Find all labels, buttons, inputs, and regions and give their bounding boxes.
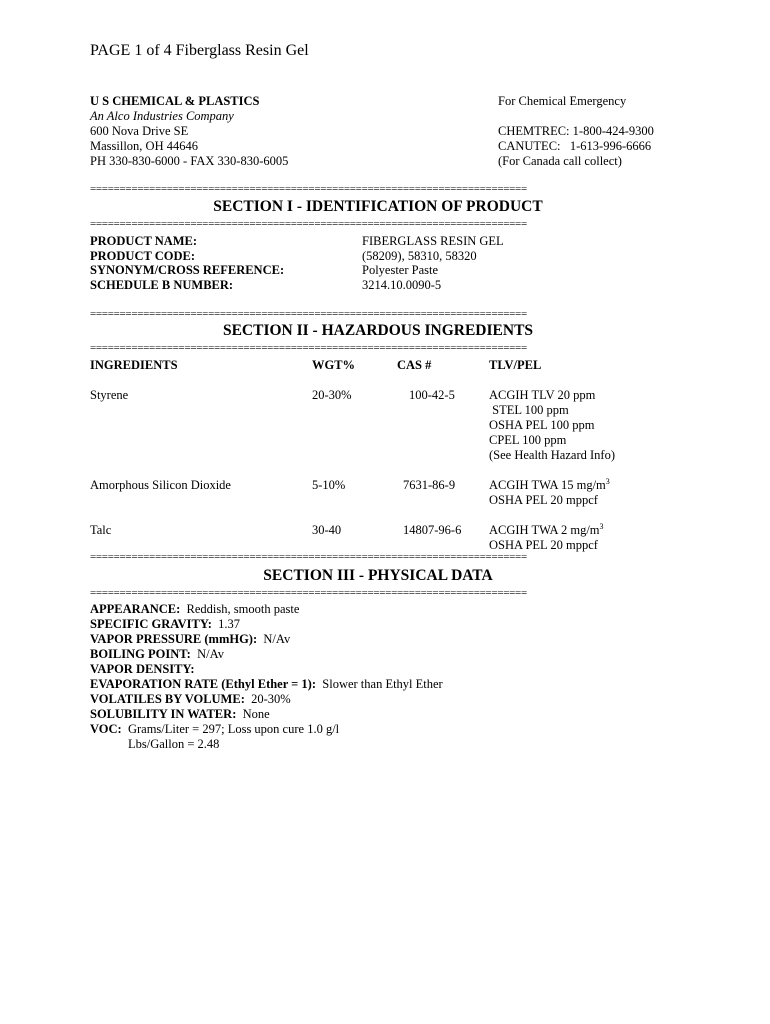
separator-line: ========================================================================== — [90, 183, 527, 195]
ingredient-tlv-line: ACGIH TLV 20 ppm — [489, 388, 596, 402]
separator-line: ========================================================================== — [90, 218, 527, 230]
ingredient-wgt: 30-40 — [312, 523, 342, 537]
ingredient-tlv-line — [489, 478, 610, 493]
ingredient-cas: 14807-96-6 — [403, 523, 462, 537]
product-code-value: (58209), 58310, 58320 — [362, 249, 477, 263]
company-phone-fax: PH 330-830-6000 - FAX 330-830-6005 — [90, 154, 289, 168]
product-name-label: PRODUCT NAME: — [90, 234, 198, 248]
section1-title: SECTION I - IDENTIFICATION OF PRODUCT — [213, 198, 543, 215]
synonym-label: SYNONYM/CROSS REFERENCE: — [90, 263, 285, 277]
physical-data-row: VOLATILES BY VOLUME: 20-30% — [90, 692, 291, 706]
ingredient-cas: 7631-86-9 — [403, 478, 456, 492]
company-name: U S CHEMICAL & PLASTICS — [90, 94, 260, 108]
page-header: PAGE 1 of 4 Fiberglass Resin Gel — [90, 42, 309, 59]
emergency-note: (For Canada call collect) — [498, 154, 622, 168]
tlv-text: ACGIH TWA 2 mg/m — [489, 523, 600, 537]
emergency-chemtrec: CHEMTREC: 1-800-424-9300 — [498, 124, 654, 138]
physical-data-row: SPECIFIC GRAVITY: 1.37 — [90, 617, 241, 631]
section2-title: SECTION II - HAZARDOUS INGREDIENTS — [222, 322, 534, 339]
physical-data-row: BOILING POINT: N/Av — [90, 647, 224, 661]
ingredient-tlv-line: OSHA PEL 100 ppm — [489, 418, 595, 432]
company-address-line2: Massillon, OH 44646 — [90, 139, 198, 153]
physical-data-row: VOC: Grams/Liter = 297; Loss upon cure 1.0 g/l — [90, 722, 340, 736]
emergency-heading: For Chemical Emergency — [498, 94, 627, 108]
physical-data-row — [90, 662, 195, 677]
physical-data-label: VOC — [90, 722, 118, 736]
ingredient-tlv-line — [489, 523, 604, 538]
company-subtitle: An Alco Industries Company — [90, 109, 234, 123]
ingredient-tlv-line: OSHA PEL 20 mppcf — [489, 493, 598, 507]
schedule-b-label: SCHEDULE B NUMBER: — [90, 278, 234, 292]
ingredient-cas: 100-42-5 — [409, 388, 455, 402]
physical-data-label: APPEARANCE — [90, 602, 177, 616]
ingredient-name: Styrene — [90, 388, 129, 402]
product-name-value: FIBERGLASS RESIN GEL — [362, 234, 504, 248]
physical-data-value: Slower than Ethyl Ether — [322, 677, 443, 691]
physical-data-label: VAPOR DENSITY: — [90, 662, 195, 676]
ingredient-name: Talc — [90, 523, 112, 537]
physical-data-row: VAPOR PRESSURE (mmHG): N/Av — [90, 632, 291, 646]
ingredient-tlv-line: OSHA PEL 20 mppcf — [489, 538, 598, 552]
ingredient-tlv-line: (See Health Hazard Info) — [489, 448, 615, 462]
physical-data-value: N/Av — [197, 647, 224, 661]
col-header-tlv: TLV/PEL — [489, 358, 542, 372]
emergency-canutec: CANUTEC: 1-613-996-6666 — [498, 139, 652, 153]
ingredient-tlv-line: CPEL 100 ppm — [489, 433, 567, 447]
ingredient-wgt: 5-10% — [312, 478, 346, 492]
physical-data-value: Reddish, smooth paste — [186, 602, 300, 616]
product-code-label: PRODUCT CODE: — [90, 249, 195, 263]
superscript: 3 — [599, 521, 604, 531]
col-header-ingredients: INGREDIENTS — [90, 358, 178, 372]
separator-line: ========================================================================== — [90, 308, 527, 320]
separator-line: ========================================================================== — [90, 551, 527, 563]
synonym-value: Polyester Paste — [362, 263, 439, 277]
physical-data-value: None — [242, 707, 270, 721]
physical-data-label: SOLUBILITY IN WATER — [90, 707, 233, 721]
physical-data-label: VAPOR PRESSURE (mmHG) — [90, 632, 253, 646]
schedule-b-value: 3214.10.0090-5 — [362, 278, 442, 292]
tlv-text: ACGIH TWA 15 mg/m — [489, 478, 606, 492]
company-address-line1: 600 Nova Drive SE — [90, 124, 189, 138]
physical-data-row: APPEARANCE: Reddish, smooth paste — [90, 602, 300, 616]
physical-data-value: 1.37 — [218, 617, 241, 631]
ingredient-tlv-line: STEL 100 ppm — [489, 403, 569, 417]
physical-data-value: Grams/Liter = 297; Loss upon cure 1.0 g/l — [127, 722, 340, 736]
col-header-cas: CAS # — [397, 358, 432, 372]
col-header-wgt: WGT% — [312, 358, 356, 372]
ingredient-wgt: 20-30% — [312, 388, 352, 402]
physical-data-label: VOLATILES BY VOLUME — [90, 692, 241, 706]
physical-data-label: BOILING POINT — [90, 647, 187, 661]
section3-title: SECTION III - PHYSICAL DATA — [263, 567, 493, 584]
physical-data-label: EVAPORATION RATE (Ethyl Ether = 1) — [90, 677, 312, 691]
physical-data-label: SPECIFIC GRAVITY — [90, 617, 208, 631]
physical-data-value: 20-30% — [251, 692, 291, 706]
separator-line: ========================================================================== — [90, 342, 527, 354]
superscript: 3 — [605, 476, 610, 486]
physical-data-row: SOLUBILITY IN WATER: None — [90, 707, 270, 721]
ingredient-name: Amorphous Silicon Dioxide — [90, 478, 231, 492]
voc-line2: Lbs/Gallon = 2.48 — [128, 737, 220, 751]
physical-data-row: EVAPORATION RATE (Ethyl Ether = 1): Slower than Ethyl Ether — [90, 677, 443, 691]
separator-line: ========================================================================== — [90, 587, 527, 599]
physical-data-value: N/Av — [263, 632, 291, 646]
